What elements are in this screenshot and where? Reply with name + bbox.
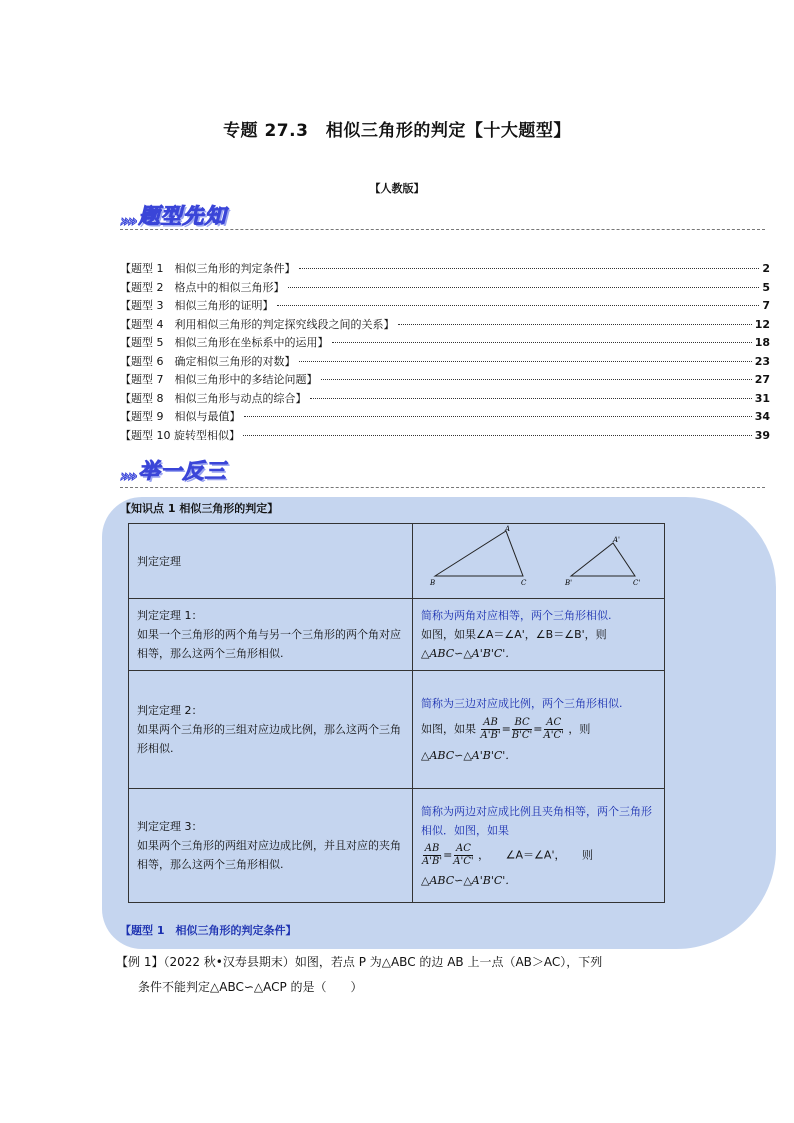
banner-text: 题型先知: [138, 204, 227, 228]
edition-label: 【人教版】: [369, 182, 425, 195]
header-cell: 判定定理: [129, 524, 413, 599]
section-banner-practice: [120, 455, 227, 485]
divider: [120, 487, 765, 488]
table-row: [129, 671, 665, 789]
theorem-table: [128, 523, 665, 903]
theorem-name-cell: 判定定理 1： 如果一个三角形的两个角与另一个三角形的两个角对应相等，那么这两个三角形相似.: [129, 599, 413, 671]
similar-triangles-figure: [413, 524, 663, 592]
toc-item[interactable]: 【题型 5 相似三角形在坐标系中的运用】 18: [120, 336, 770, 349]
arrows-icon: »»: [120, 467, 136, 485]
svg-text:B': B': [565, 579, 573, 587]
toc-item[interactable]: 【题型 4 利用相似三角形的判定探究线段之间的关系】 12: [120, 317, 770, 331]
toc-item[interactable]: 【题型 9 相似与最值】 34: [120, 410, 770, 423]
toc-item[interactable]: 【题型 2 格点中的相似三角形】 5: [120, 280, 770, 294]
svg-text:A: A: [505, 525, 511, 533]
figure-cell: [413, 524, 665, 599]
knowledge-title: 【知识点 1 相似三角形的判定】: [120, 502, 279, 515]
toc-item[interactable]: 【题型 10 旋转型相似】 39: [120, 428, 770, 442]
theorem-detail-cell: 简称为两边对应成比例且夹角相等，两个三角形相似．如图，如果 $\frac{AB}{A'B'}$ = $\frac{AC}{A'C'}$ ， ∠A＝∠A'， 则 △ABC∽△A'B'C'．: [413, 789, 665, 903]
table-of-contents: [120, 260, 770, 445]
type1-heading: 【题型 1 相似三角形的判定条件】: [120, 924, 297, 937]
svg-text:C: C: [521, 579, 527, 587]
toc-item[interactable]: 【题型 6 确定相似三角形的对数】 23: [120, 354, 770, 368]
toc-item[interactable]: 【题型 3 相似三角形的证明】 7: [120, 299, 770, 312]
svg-text:B: B: [430, 579, 436, 587]
theorem-name-cell: 判定定理 3： 如果两个三角形的两组对应边成比例，并且对应的夹角相等，那么这两个三角形相似.: [129, 789, 413, 903]
toc-item[interactable]: 【题型 8 相似三角形与动点的综合】 31: [120, 391, 770, 405]
section-banner-types: [120, 200, 227, 230]
svg-text:C': C': [633, 579, 641, 587]
table-row: [129, 524, 665, 599]
theorem-name-cell: 判定定理 2： 如果两个三角形的三组对应边成比例，那么这两个三角形相似.: [129, 671, 413, 789]
theorem-detail-cell: 简称为三边对应成比例，两个三角形相似. 如图，如果 $\frac{AB}{A'B'}$ = $\frac{BC}{B'C'}$ = $\frac{AC}{A'C'}$ ，则 △ABC∽△A'B'C'．: [413, 671, 665, 789]
example-1: 【例 1】（2022 秋•汉寿县期末）如图，若点 P 为△ABC 的边 AB 上一点（AB＞AC），下列 条件不能判定△ABC∽△ACP 的是（ ）: [116, 955, 603, 994]
banner-text: 举一反三: [138, 459, 227, 483]
theorem-detail-cell: 简称为两角对应相等，两个三角形相似. 如图，如果∠A＝∠A'，∠B＝∠B'，则 △ABC∽△A'B'C'．: [413, 599, 665, 671]
table-row: [129, 789, 665, 903]
toc-item[interactable]: 【题型 1 相似三角形的判定条件】 2: [120, 262, 770, 275]
svg-text:A': A': [613, 536, 620, 544]
table-row: [129, 599, 665, 671]
divider: [120, 229, 765, 230]
toc-item[interactable]: 【题型 7 相似三角形中的多结论问题】 27: [120, 373, 770, 386]
page-title: 专题 27.3 相似三角形的判定【十大题型】: [223, 121, 571, 141]
arrows-icon: »»: [120, 212, 136, 230]
